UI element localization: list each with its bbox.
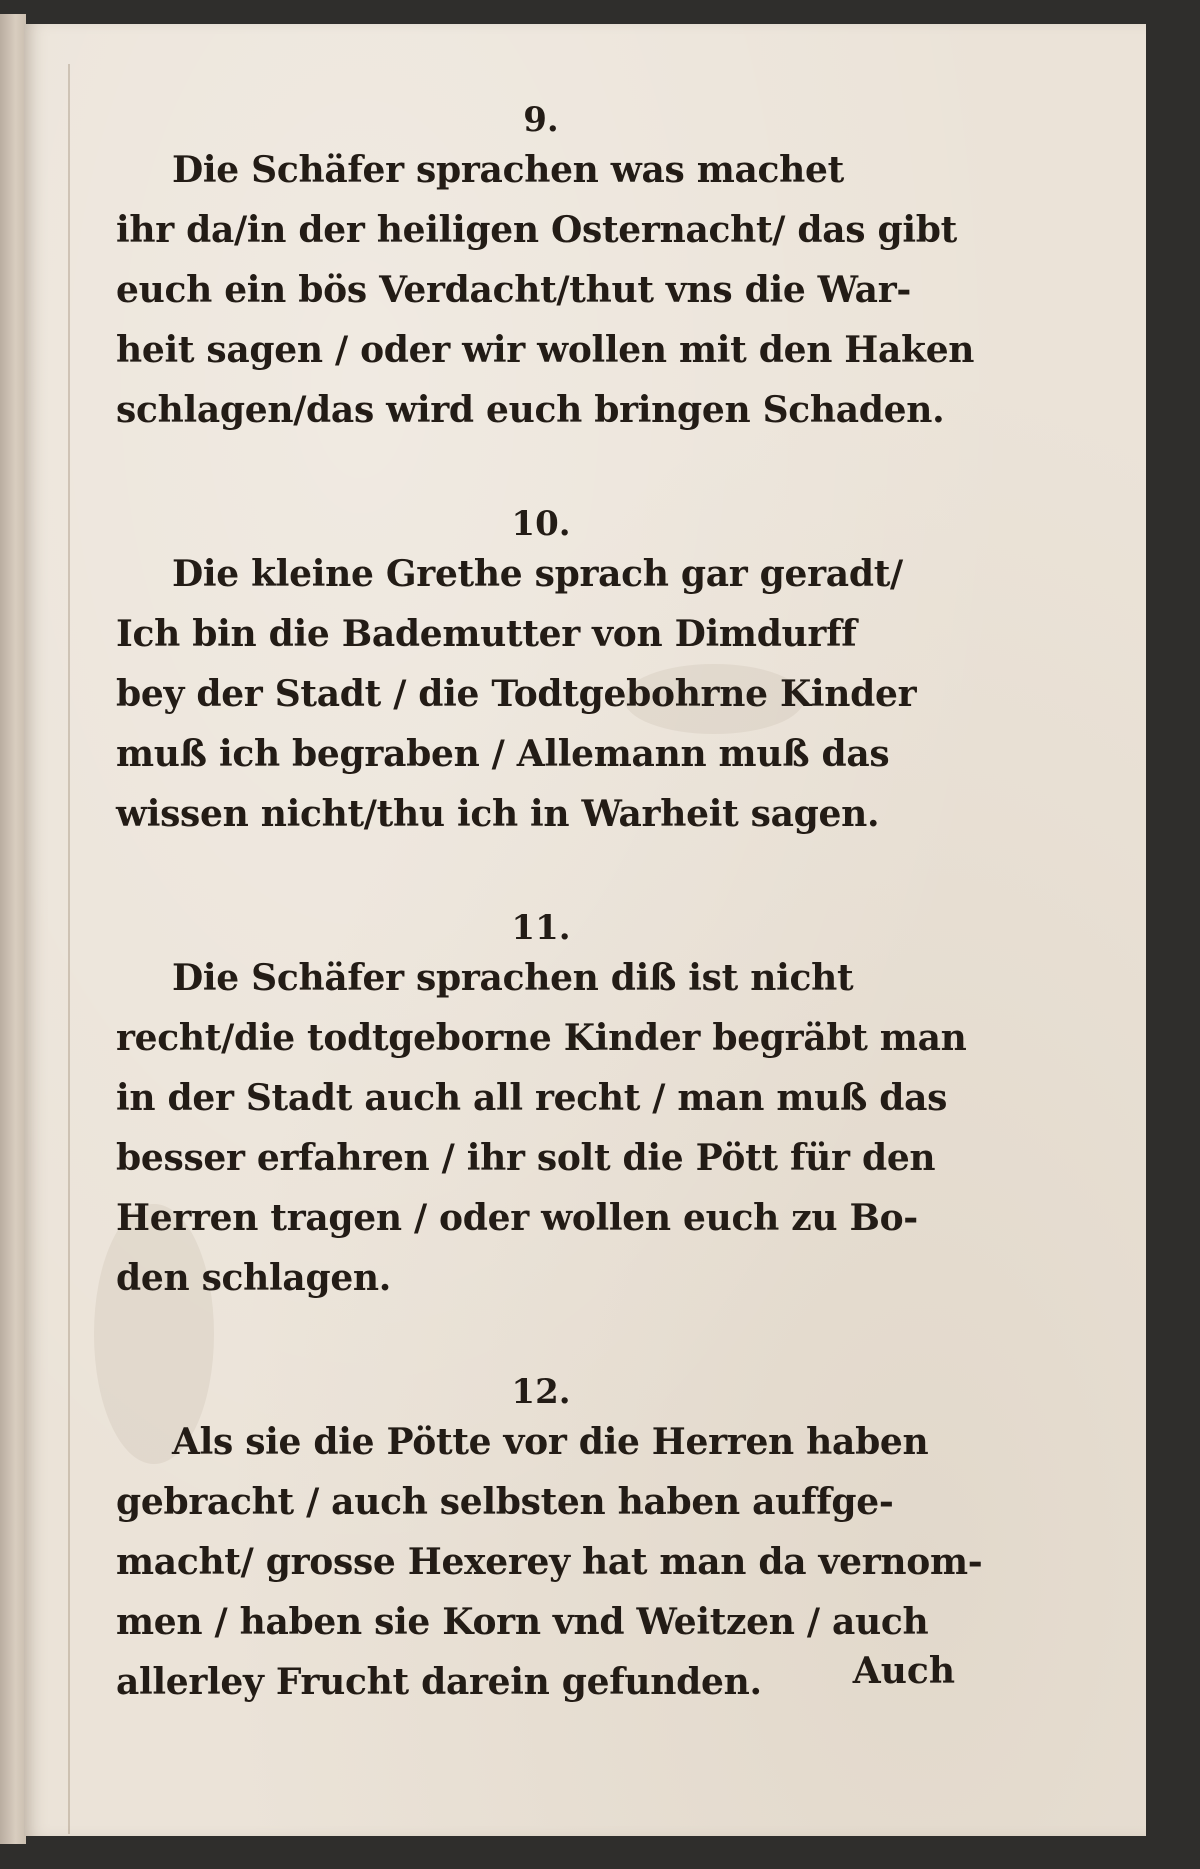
stanza-line: heit sagen / oder wir wollen mit den Haken (116, 329, 975, 371)
facing-page-edge (0, 14, 26, 1844)
stanza-10 (116, 504, 946, 844)
stanza-line: gebracht / auch selbsten haben auffge- (116, 1481, 894, 1523)
stanza-line: Die kleine Grethe sprach gar geradt/ (172, 553, 903, 595)
stanza-line: Die Schäfer sprachen was machet (172, 149, 844, 191)
stanza-line: macht/ grosse Hexerey hat man da vernom- (116, 1541, 983, 1583)
stanza-line: in der Stadt auch all recht / man muß das (116, 1077, 948, 1119)
stanza-number: 12. (511, 1372, 571, 1412)
stanza-line: Ich bin die Bademutter von Dimdurff (116, 613, 857, 655)
stanza-line: bey der Stadt / die Todtgebohrne Kinder (116, 673, 917, 715)
stanza-12 (116, 1372, 983, 1712)
catchword: Auch (852, 1650, 955, 1692)
stanza-line: ihr da/in der heiligen Osternacht/ das gibt (116, 209, 957, 251)
stanza-number: 10. (511, 504, 571, 544)
gutter-fold (68, 64, 70, 1834)
stanza-number: 11. (511, 908, 571, 948)
stanza-11 (116, 908, 967, 1308)
stanza-line: euch ein bös Verdacht/thut vns die War- (116, 269, 911, 311)
stanza-line: men / haben sie Korn vnd Weitzen / auch (116, 1601, 929, 1643)
stanza-line: muß ich begraben / Allemann muß das (116, 733, 890, 775)
text-block (116, 100, 983, 1776)
stanza-9 (116, 100, 975, 440)
stanza-line: Als sie die Pötte vor die Herren haben (172, 1421, 929, 1463)
stanza-line: besser erfahren / ihr solt die Pött für den (116, 1137, 936, 1179)
stanza-line: allerley Frucht darein gefunden. (116, 1661, 762, 1703)
stanza-line: recht/die todtgeborne Kinder begräbt man (116, 1017, 967, 1059)
stanza-line: wissen nicht/thu ich in Warheit sagen. (116, 793, 880, 835)
stanza-line: schlagen/das wird euch bringen Schaden. (116, 389, 945, 431)
stanza-line: Herren tragen / oder wollen euch zu Bo- (116, 1197, 918, 1239)
stanza-number: 9. (523, 100, 559, 140)
stanza-line: den schlagen. (116, 1257, 392, 1299)
stanza-line: Die Schäfer sprachen diß ist nicht (172, 957, 854, 999)
